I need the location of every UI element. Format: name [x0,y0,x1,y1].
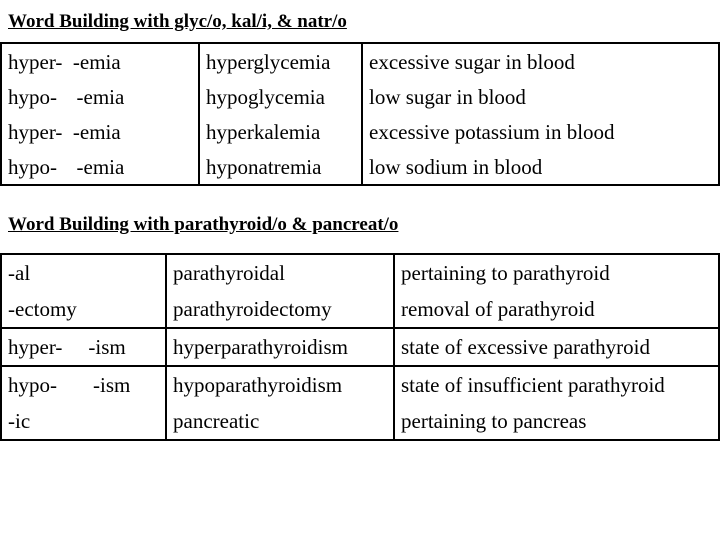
word-parts-cell [1,366,166,403]
suffix: -emia [72,49,121,74]
suffix: -al [8,261,31,285]
section-1-heading: Word Building with glyc/o, kal/i, & natr/o [8,11,347,32]
prefix: hyper- [8,335,63,359]
prefix: hyper- [8,119,63,144]
table-row [1,149,719,185]
prefix: hyper- [8,49,63,74]
term-cell: hypoglycemia [199,79,362,114]
definition-cell: excessive potassium in blood [362,114,719,149]
term-cell: hypoparathyroidism [166,366,394,403]
definition-cell: low sugar in blood [362,79,719,114]
term-cell: hyperparathyroidism [166,328,394,366]
table-row [1,328,719,366]
definition-cell: excessive sugar in blood [362,43,719,79]
definition-cell: low sodium in blood [362,149,719,185]
table-row [1,79,719,114]
definition-cell: state of excessive parathyroid [394,328,719,366]
suffix: -emia [76,154,125,179]
definition-cell: state of insufficient parathyroid [394,366,719,403]
word-parts-cell [1,79,199,114]
word-parts-cell [1,149,199,185]
word-parts-cell [1,328,166,366]
table-row [1,114,719,149]
definition-cell: pertaining to pancreas [394,403,719,440]
term-cell: hyperkalemia [199,114,362,149]
word-parts-cell [1,254,166,291]
definition-cell: removal of parathyroid [394,291,719,328]
suffix: -ic [8,409,31,433]
suffix: -ectomy [8,297,77,321]
word-parts-cell [1,403,166,440]
word-parts-cell [1,291,166,328]
glyc-kal-natr-table [0,42,720,186]
suffix: -ism [93,373,131,397]
table-row [1,43,719,79]
term-cell: pancreatic [166,403,394,440]
definition-cell: pertaining to parathyroid [394,254,719,291]
suffix: -emia [76,84,125,109]
parathyroid-pancreat-table [0,253,720,441]
prefix: hypo- [8,373,57,397]
table-row [1,291,719,328]
section-2-heading: Word Building with parathyroid/o & pancreat/o [8,214,399,235]
prefix: hypo- [8,84,57,109]
table-row [1,403,719,440]
suffix: -emia [72,119,121,144]
term-cell: parathyroidal [166,254,394,291]
word-parts-cell [1,43,199,79]
term-cell: hyperglycemia [199,43,362,79]
prefix: hypo- [8,154,57,179]
term-cell: hyponatremia [199,149,362,185]
suffix: -ism [88,335,126,359]
table-row [1,366,719,403]
table-row [1,254,719,291]
term-cell: parathyroidectomy [166,291,394,328]
word-parts-cell [1,114,199,149]
